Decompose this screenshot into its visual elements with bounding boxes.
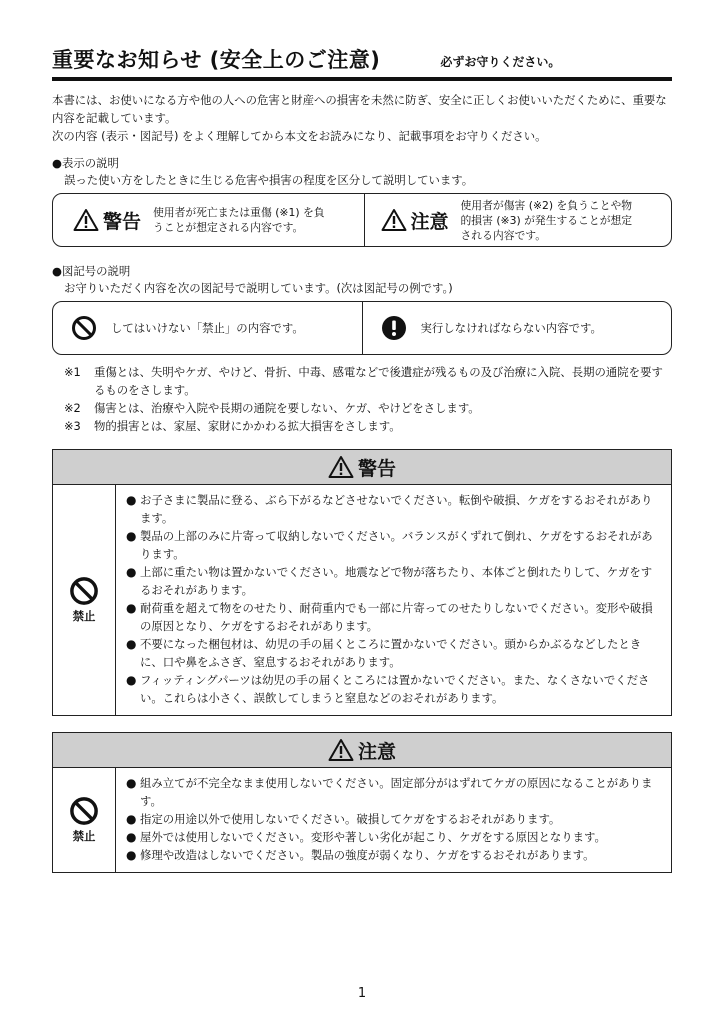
bullet-icon: ● (126, 493, 137, 507)
prohibit-cell (53, 302, 362, 354)
mandatory-desc: 実行しなければならない内容です。 (420, 321, 602, 335)
warning-panel-body (53, 485, 671, 715)
note-item (52, 417, 672, 435)
warning-item-text: お子さまに製品に登る、ぶら下がるなどさせないでください。転倒や破損、ケガをするおそれがあります。 (140, 493, 653, 525)
warning-label (73, 207, 141, 234)
warning-prohibit-side (53, 485, 116, 715)
warning-panel-title: 警告 (357, 457, 396, 480)
prohibited-icon (69, 796, 99, 826)
warning-desc: 使用者が死亡または重傷 (※1) を負うことが想定される内容です。 (153, 206, 325, 234)
warning-item (126, 671, 659, 707)
warning-panel (52, 449, 672, 716)
caution-panel-header (53, 733, 671, 768)
prohibited-icon (71, 315, 97, 341)
caution-panel (52, 732, 672, 873)
warning-item-text: 耐荷重を超えて物をのせたり、耐荷重内でも一部に片寄ってのせたりしないでください。変形や破損の原因となり、ケガをするおそれがあります。 (140, 601, 653, 633)
warning-list (116, 485, 671, 715)
caution-item-text: 修理や改造はしないでください。製品の強度が弱くなり、ケガをするおそれがあります。 (140, 848, 595, 862)
title-rule (52, 77, 672, 81)
warning-item (126, 635, 659, 671)
page (52, 40, 672, 873)
caution-item-text: 指定の用途以外で使用しないでください。破損してケガをするおそれがあります。 (140, 812, 561, 826)
warning-item (126, 527, 659, 563)
intro-paragraph: 本書には、お使いになる方や他の人への危害と財産への損害を未然に防ぎ、安全に正しくお使いいただくために、重要な内容を記載しています。 (52, 93, 667, 125)
display-section-heading: ●表示の説明 (52, 156, 119, 170)
caution-panel-body (53, 768, 671, 872)
warning-item-text: フィッティングパーツは幼児の手の届くところには置かないでください。また、なくさないでください。これらは小さく、誤飲してしまうと窒息などのおそれがあります。 (140, 673, 650, 705)
signal-word-box (52, 193, 672, 247)
bullet-icon: ● (126, 673, 137, 687)
warning-panel-header (53, 450, 671, 485)
bullet-icon: ● (126, 776, 137, 790)
notes (52, 363, 672, 435)
bullet-icon: ● (126, 529, 137, 543)
mandatory-cell (362, 302, 672, 354)
bullet-icon: ● (126, 812, 137, 826)
warning-item (126, 563, 659, 599)
warning-item-text: 製品の上部のみに片寄って収納しないでください。バランスがくずれて倒れ、ケガをするおそれがあります。 (140, 529, 653, 561)
symbol-section-desc: お守りいただく内容を次の図記号で説明しています。(次は図記号の例です。) (64, 281, 453, 295)
warning-triangle-icon (328, 455, 354, 479)
note-item (52, 363, 672, 399)
warning-item-text: 不要になった梱包材は、幼児の手の届くところに置かないでください。頭からかぶるなどしたときに、口や鼻をふさぎ、窒息するおそれがあります。 (140, 637, 642, 669)
prohibit-label: 禁止 (72, 829, 96, 843)
bullet-icon: ● (126, 637, 137, 651)
caution-item (126, 774, 659, 810)
caution-item-text: 屋外では使用しないでください。変形や著しい劣化が起こり、ケガをする原因となります。 (140, 830, 606, 844)
symbol-box (52, 301, 672, 355)
note-mark: ※1 (64, 365, 81, 379)
prohibited-icon (69, 576, 99, 606)
caution-item (126, 846, 659, 864)
caution-prohibit-side (53, 768, 116, 872)
caution-panel-title: 注意 (357, 740, 396, 763)
caution-desc: 使用者が傷害 (※2) を負うことや物的損害 (※3) が発生することが想定される内容です。 (460, 198, 633, 242)
caution-label-text: 注意 (410, 210, 449, 233)
exclamation-circle-icon (381, 315, 407, 341)
caution-item (126, 828, 659, 846)
note-mark: ※3 (64, 419, 81, 433)
note-text: 物的損害とは、家屋、家財にかかわる拡大損害をさします。 (94, 419, 401, 433)
page-subtitle: 必ずお守りください。 (440, 55, 561, 69)
caution-cell (364, 194, 672, 246)
note-mark: ※2 (64, 401, 81, 415)
caution-item-text: 組み立てが不完全なまま使用しないでください。固定部分がはずれてケガの原因になることがあります。 (140, 776, 653, 808)
warning-triangle-icon (73, 208, 99, 232)
page-title: 重要なお知らせ (安全上のご注意) (52, 48, 381, 72)
note-text: 傷害とは、治療や入院や長期の通院を要しない、ケガ、やけどをさします。 (94, 401, 480, 415)
caution-label (381, 207, 449, 234)
bullet-icon: ● (126, 830, 137, 844)
caution-triangle-icon (381, 208, 407, 232)
warning-cell (53, 194, 364, 246)
warning-item-text: 上部に重たい物は置かないでください。地震などで物が落ちたり、本体ごと倒れたりして、ケガをするおそれがあります。 (140, 565, 653, 597)
bullet-icon: ● (126, 565, 137, 579)
note-text: 重傷とは、失明やケガ、やけど、骨折、中毒、感電などで後遺症が残るもの及び治療に入院、長期の通院を要するものをさします。 (94, 365, 663, 397)
caution-list (116, 768, 671, 872)
bullet-icon: ● (126, 601, 137, 615)
caution-triangle-icon (328, 738, 354, 762)
title-row (52, 40, 672, 74)
prohibit-desc: してはいけない「禁止」の内容です。 (111, 321, 304, 335)
intro-paragraph: 次の内容 (表示・図記号) をよく理解してから本文をお読みになり、記載事項をお守りください。 (52, 129, 547, 143)
page-number: 1 (357, 986, 367, 1001)
warning-label-text: 警告 (103, 210, 142, 233)
warning-item (126, 491, 659, 527)
intro (52, 91, 672, 145)
note-item (52, 399, 672, 417)
warning-item (126, 599, 659, 635)
bullet-icon: ● (126, 848, 137, 862)
symbol-section-heading: ●図記号の説明 (52, 264, 131, 278)
display-section-desc: 誤った使い方をしたときに生じる危害や損害の程度を区分して説明しています。 (64, 173, 474, 187)
prohibit-label: 禁止 (72, 609, 96, 623)
caution-item (126, 810, 659, 828)
